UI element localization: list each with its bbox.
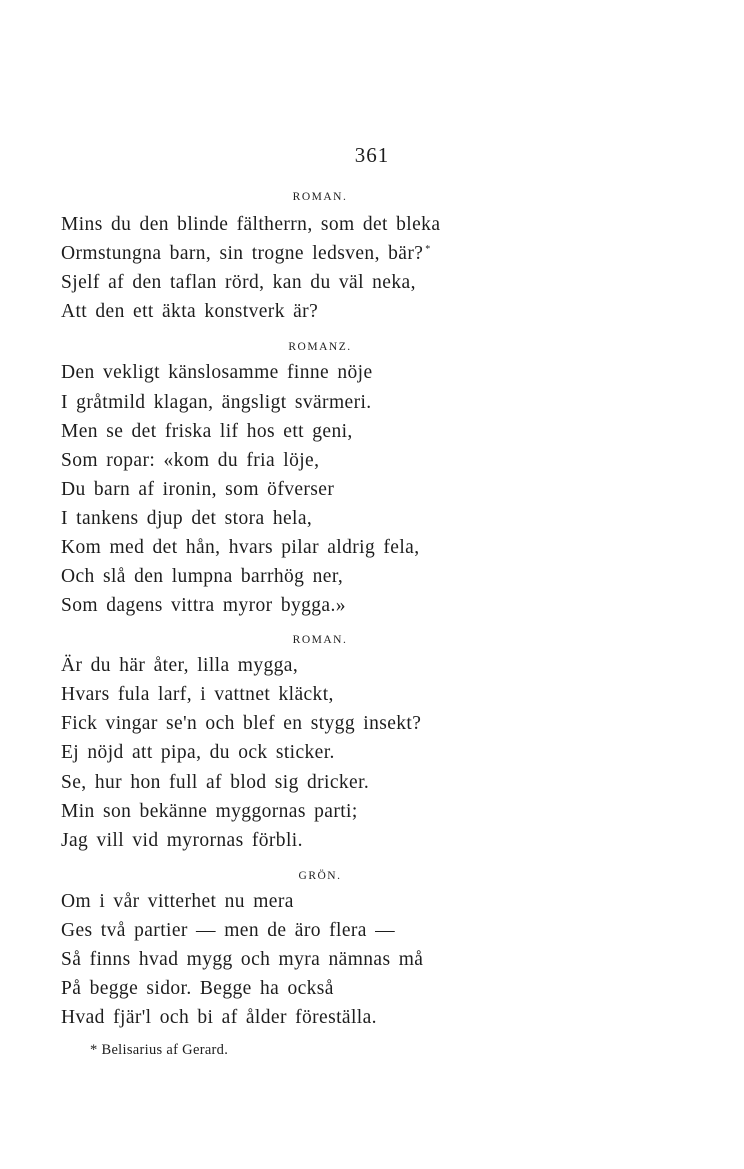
verse-line: Du barn af ironin, som öfverser [61,479,335,500]
speaker-heading-romanz: ROMANZ. [288,341,352,353]
verse-line: Om i vår vitterhet nu mera [61,891,294,912]
verse-line: Den vekligt känslosamme finne nöje [61,362,373,383]
verse-line: Kom med det hån, hvars pilar aldrig fela, [61,537,420,558]
verse-line: Se, hur hon full af blod sig dricker. [61,772,370,793]
verse-line: På begge sidor. Begge ha också [61,978,334,999]
verse-line: Hvars fula larf, i vattnet kläckt, [61,684,334,705]
verse-line: Min son bekänne myggornas parti; [61,801,358,822]
verse-line: Fick vingar se'n och blef en stygg insekt? [61,713,422,734]
verse-line: Så finns hvad mygg och myra nämnas må [61,949,424,970]
speaker-heading-roman: ROMAN. [292,191,348,203]
speaker-heading-roman: ROMAN. [292,634,348,646]
verse-line: Sjelf af den taflan rörd, kan du väl neka, [61,272,416,293]
verse-line: I tankens djup det stora hela, [61,508,313,529]
verse-line: Ej nöjd att pipa, du ock sticker. [61,742,335,763]
verse-line: Är du här åter, lilla mygga, [61,655,299,676]
footnote: * Belisarius af Gerard. [90,1042,229,1058]
verse-line: I gråtmild klagan, ängsligt svärmeri. [61,392,372,413]
verse-line-text: Ormstungna barn, sin trogne ledsven, bär? [61,243,424,264]
verse-line: Som ropar: «kom du fria löje, [61,450,320,471]
verse-line: Mins du den blinde fältherrn, som det bleka [61,214,441,235]
speaker-heading-gron: GRÖN. [298,870,342,882]
verse-line: Att den ett äkta konstverk är? [61,301,319,322]
verse-line: Som dagens vittra myror bygga.» [61,595,346,616]
footnote-marker: * [425,243,431,255]
verse-line: Jag vill vid myrornas förbli. [61,830,303,851]
verse-line [61,243,431,265]
verse-line: Och slå den lumpna barrhög ner, [61,566,344,587]
verse-line: Men se det friska lif hos ett geni, [61,421,353,442]
verse-line: Hvad fjär'l och bi af ålder föreställa. [61,1007,377,1028]
page-number: 361 [354,143,390,167]
verse-line: Ges två partier — men de äro flera — [61,920,396,941]
